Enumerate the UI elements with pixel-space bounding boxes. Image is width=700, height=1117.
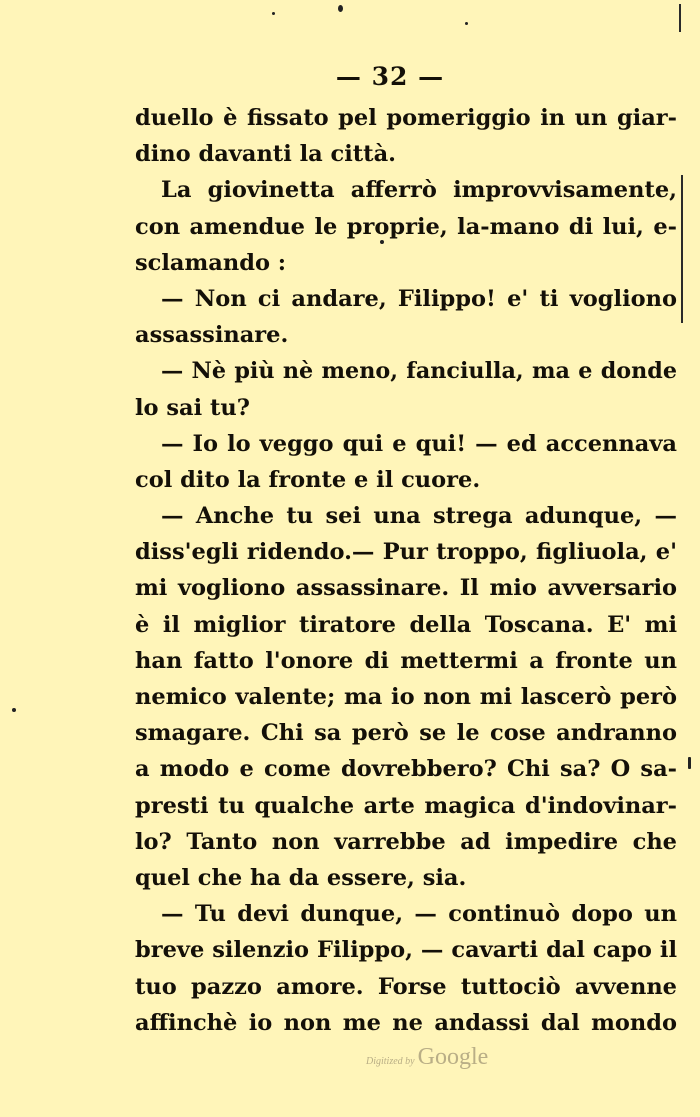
text-line: presti tu qualche arte magica d'indovinar-: [135, 792, 677, 819]
scan-edge-mark: [681, 175, 683, 323]
text-line: duello è fissato pel pomeriggio in un giar-: [135, 105, 677, 131]
text-line: con amendue le proprie, la-mano di lui, e-: [135, 213, 677, 240]
scan-speck: [272, 12, 275, 15]
text-line: mi vogliono assassinare. Il mio avversario: [135, 575, 677, 602]
page-number: — 32 —: [335, 62, 445, 91]
scan-speck: [12, 708, 16, 712]
text-line: — Nè più nè meno, fanciulla, ma e donde: [161, 358, 677, 385]
text-line: è il miglior tiratore della Toscana. E' mi: [135, 611, 677, 638]
text-line: affinchè io non me ne andassi dal mondo: [135, 1009, 677, 1036]
text-line: — Tu devi dunque, — continuò dopo un: [161, 901, 677, 928]
text-line: tuo pazzo amore. Forse tuttociò avvenne: [135, 973, 677, 1000]
text-line: nemico valente; ma io non mi lascerò però: [135, 684, 677, 710]
digitized-by-label: Digitized by: [366, 1056, 415, 1067]
text-line: — Io lo veggo qui e qui! — ed accennava: [161, 430, 677, 457]
digitized-by-google-watermark: [366, 1044, 488, 1071]
text-line: quel che ha da essere, sia.: [135, 864, 467, 891]
text-line: sclamando :: [135, 249, 287, 276]
text-line: dino davanti la città.: [135, 141, 396, 168]
text-line: han fatto l'onore di mettermi a fronte un: [135, 647, 677, 674]
text-line: smagare. Chi sa però se le cose andranno: [135, 720, 677, 747]
text-line: lo? Tanto non varrebbe ad impedire che: [135, 828, 677, 855]
text-line: lo sai tu?: [135, 394, 250, 421]
text-line: La giovinetta afferrò improvvisamente,: [161, 177, 677, 204]
text-line: diss'egli ridendo.— Pur troppo, figliuola, e': [135, 539, 677, 566]
google-logo: Google: [417, 1044, 489, 1070]
text-line: — Anche tu sei una strega adunque, —: [161, 503, 677, 530]
scan-speck: [688, 757, 691, 769]
text-line: assassinare.: [135, 322, 289, 349]
text-line: breve silenzio Filippo, — cavarti dal capo il: [135, 937, 677, 964]
scan-speck: [465, 22, 468, 25]
text-line: — Non ci andare, Filippo! e' ti vogliono: [161, 285, 677, 312]
body-text: [135, 100, 677, 1041]
text-line: a modo e come dovrebbero? Chi sa? O sa-: [135, 756, 677, 783]
scan-edge-mark: [679, 4, 681, 32]
scan-speck: [338, 5, 343, 12]
text-line: col dito la fronte e il cuore.: [135, 466, 481, 493]
